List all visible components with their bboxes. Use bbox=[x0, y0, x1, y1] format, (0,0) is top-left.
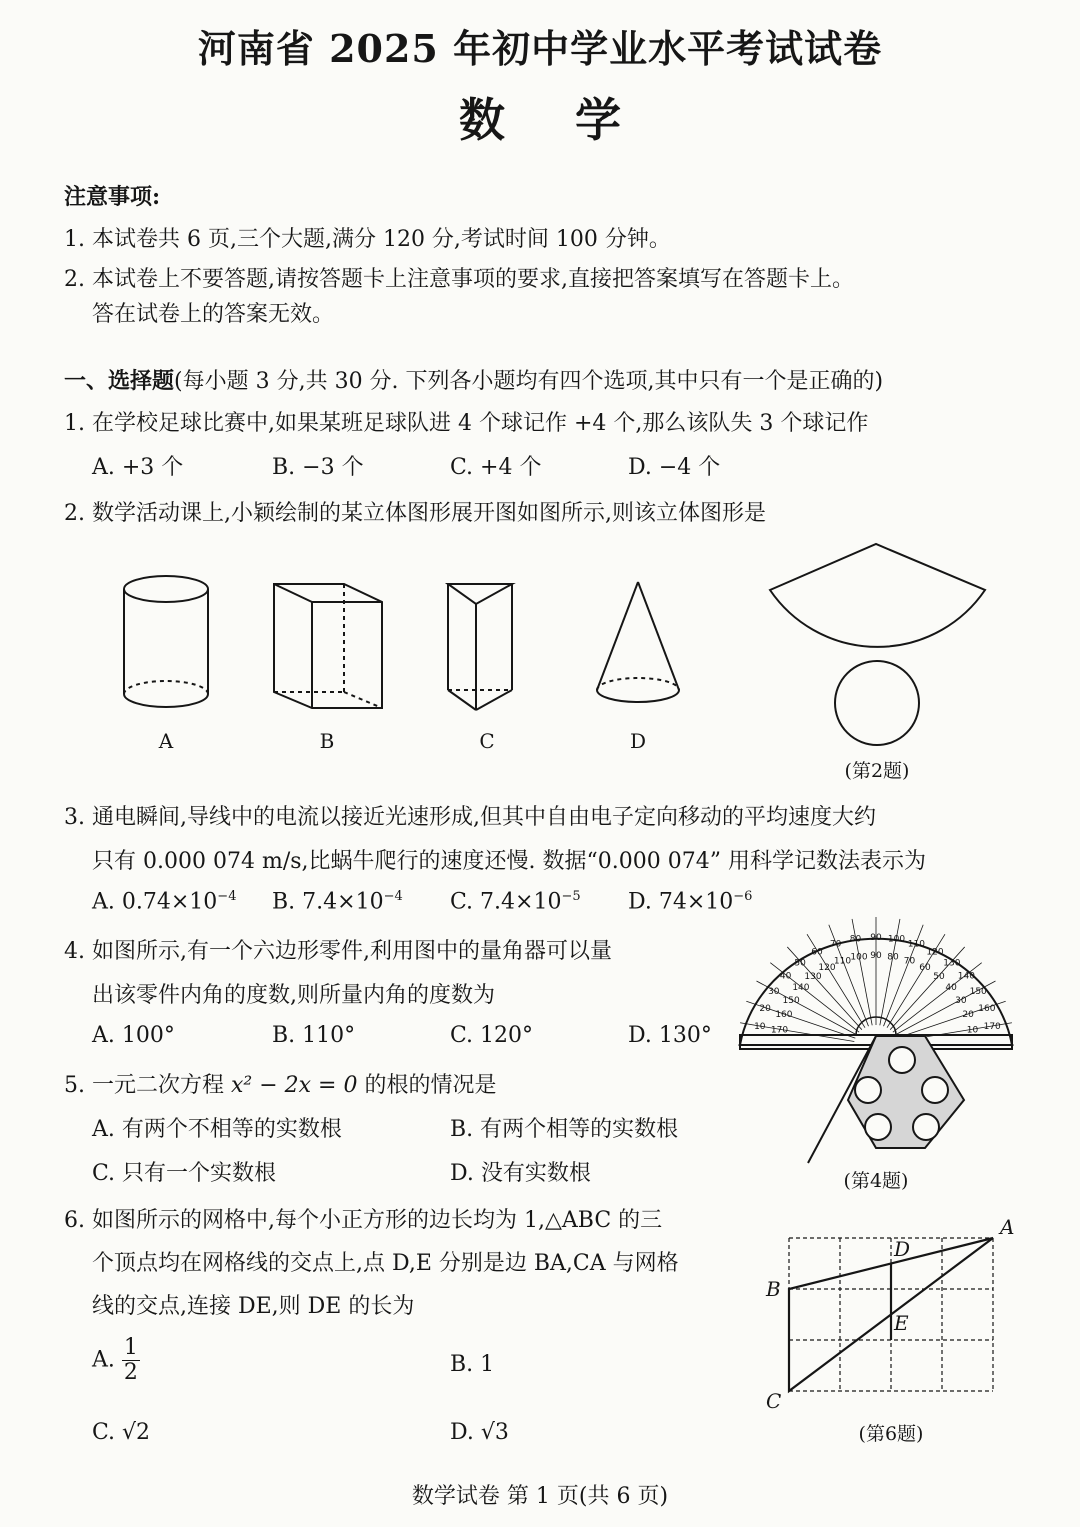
q2-caption: (第2题) bbox=[844, 760, 910, 782]
q4-figure bbox=[730, 905, 1030, 1195]
protractor-outer-number: 150 bbox=[969, 987, 987, 997]
protractor-outer-number: 100 bbox=[887, 934, 906, 945]
protractor-inner-number: 40 bbox=[945, 983, 957, 994]
q3-option-a-text: A. 0.74×10 bbox=[92, 889, 218, 915]
protractor-inner-number: 80 bbox=[887, 952, 899, 963]
q1-stem: 1. 在学校足球比赛中,如果某班足球队进 4 个球记作 +4 个,那么该队失 3 个球记作 bbox=[64, 411, 869, 436]
q6-stem-line3: 线的交点,连接 DE,则 DE 的长为 bbox=[92, 1294, 415, 1319]
notice-item-2: 2. 本试卷上不要答题,请按答题卡上注意事项的要求,直接把答案填写在答题卡上。 bbox=[64, 267, 854, 292]
protractor-inner-number: 100 bbox=[850, 952, 868, 963]
protractor-outer-number: 170 bbox=[983, 1022, 1001, 1033]
q3-option-c-exp: −5 bbox=[561, 889, 581, 904]
q2-label-a: A bbox=[158, 729, 174, 753]
q3-option-c-text: C. 7.4×10 bbox=[450, 889, 562, 915]
q2-label-b: B bbox=[319, 729, 335, 753]
q3-option-a[interactable] bbox=[92, 889, 236, 914]
point-d-label: D bbox=[894, 1237, 911, 1261]
protractor-outer-number: 70 bbox=[829, 939, 842, 950]
protractor-inner-number: 120 bbox=[818, 963, 836, 974]
q6-option-a-label: A. bbox=[92, 1347, 115, 1373]
section-heading bbox=[64, 364, 883, 395]
q2-stem: 2. 数学活动课上,小颖绘制的某立体图形展开图如图所示,则该立体图形是 bbox=[64, 501, 766, 526]
q6-option-a[interactable] bbox=[92, 1336, 140, 1385]
q5-stem-suffix: 的根的情况是 bbox=[357, 1073, 497, 1098]
q6-option-a-denominator: 2 bbox=[123, 1360, 138, 1386]
section-instructions: (每小题 3 分,共 30 分. 下列各小题均有四个选项,其中只有一个是正确的) bbox=[174, 369, 884, 394]
protractor-outer-number: 50 bbox=[794, 958, 806, 969]
q3-option-a-exp: −4 bbox=[217, 889, 237, 904]
protractor-outer-number: 10 bbox=[754, 1022, 766, 1033]
q5-option-c[interactable]: C. 只有一个实数根 bbox=[92, 1161, 277, 1186]
protractor-inner-number: 130 bbox=[804, 972, 822, 983]
q3-stem-line1: 3. 通电瞬间,导线中的电流以接近光速形成,但其中自由电子定向移动的平均速度大约 bbox=[64, 805, 876, 830]
q4-stem-line1: 4. 如图所示,有一个六边形零件,利用图中的量角器可以量 bbox=[64, 939, 612, 964]
q3-option-b-exp: −4 bbox=[383, 889, 403, 904]
point-b-label: B bbox=[766, 1277, 781, 1301]
protractor-outer-number: 30 bbox=[768, 987, 780, 997]
cone-net-figure bbox=[770, 544, 985, 745]
protractor-outer-number: 60 bbox=[811, 947, 823, 958]
page-footer: 数学试卷 第 1 页(共 6 页) bbox=[411, 1484, 669, 1509]
rectangular-prism-figure bbox=[274, 584, 382, 708]
notice-item-2-cont: 答在试卷上的答案无效。 bbox=[92, 302, 335, 327]
point-e-label: E bbox=[894, 1311, 909, 1335]
protractor-outer-number: 90 bbox=[870, 933, 882, 943]
q2-figures bbox=[0, 530, 1080, 830]
q4-option-d[interactable]: D. 130° bbox=[628, 1023, 712, 1048]
q5-option-a[interactable]: A. 有两个不相等的实数根 bbox=[92, 1117, 342, 1142]
notice-heading: 注意事项: bbox=[64, 184, 161, 210]
q4-stem-line2: 出该零件内角的度数,则所量内角的度数为 bbox=[92, 983, 495, 1008]
q3-option-d-text: D. 74×10 bbox=[628, 889, 734, 915]
protractor-inner-number: 20 bbox=[962, 1010, 974, 1021]
protractor-inner-number: 30 bbox=[955, 996, 967, 1006]
triangular-prism-figure bbox=[448, 584, 512, 710]
q3-option-b[interactable] bbox=[272, 889, 403, 914]
q3-stem-line2: 只有 0.000 074 m/s,比蜗牛爬行的速度还慢. 数据“0.000 074” 用科学记数法表示为 bbox=[92, 849, 926, 874]
protractor-inner-number: 60 bbox=[919, 963, 931, 974]
q2-label-c: C bbox=[479, 729, 495, 753]
q3-option-b-text: B. 7.4×10 bbox=[272, 889, 384, 915]
q1-option-c[interactable]: C. +4 个 bbox=[450, 455, 542, 480]
q4-option-b[interactable]: B. 110° bbox=[272, 1023, 356, 1048]
protractor-inner-number: 90 bbox=[870, 951, 882, 961]
q1-option-d[interactable]: D. −4 个 bbox=[628, 455, 721, 480]
protractor-outer-number: 120 bbox=[926, 947, 944, 958]
protractor-inner-number: 70 bbox=[903, 956, 916, 967]
q1-option-a[interactable]: A. +3 个 bbox=[92, 455, 184, 480]
protractor-inner-number: 110 bbox=[833, 956, 852, 967]
q5-stem-prefix: 5. 一元二次方程 bbox=[64, 1073, 231, 1098]
exam-title: 河南省 2025 年初中学业水平考试试卷 bbox=[197, 26, 883, 71]
section-title: 一、选择题 bbox=[64, 368, 175, 394]
q3-option-d-exp: −6 bbox=[733, 889, 753, 904]
q4-caption: (第4题) bbox=[843, 1170, 909, 1192]
q6-option-d[interactable]: D. √3 bbox=[450, 1420, 509, 1445]
q4-option-c[interactable]: C. 120° bbox=[450, 1023, 534, 1048]
protractor-outer-number: 160 bbox=[978, 1004, 996, 1015]
protractor-outer-number: 130 bbox=[943, 958, 961, 969]
protractor-outer-number: 80 bbox=[849, 934, 862, 945]
q6-stem-line1: 6. 如图所示的网格中,每个小正方形的边长均为 1,△ABC 的三 bbox=[64, 1208, 663, 1233]
cone-figure bbox=[597, 582, 679, 702]
point-a-label: A bbox=[1000, 1215, 1015, 1239]
protractor-outer-number: 20 bbox=[759, 1004, 771, 1015]
q6-option-b[interactable]: B. 1 bbox=[450, 1352, 495, 1377]
q5-stem bbox=[64, 1068, 496, 1099]
q6-caption: (第6题) bbox=[858, 1423, 924, 1445]
q6-option-a-numerator: 1 bbox=[123, 1335, 138, 1360]
q6-stem-line2: 个顶点均在网格线的交点上,点 D,E 分别是边 BA,CA 与网格 bbox=[92, 1251, 679, 1276]
protractor-inner-number: 170 bbox=[770, 1025, 789, 1036]
protractor-inner-number: 160 bbox=[775, 1010, 793, 1021]
point-c-label: C bbox=[766, 1389, 782, 1413]
protractor-outer-number: 110 bbox=[907, 939, 925, 950]
protractor-inner-number: 150 bbox=[782, 996, 800, 1006]
q5-option-b[interactable]: B. 有两个相等的实数根 bbox=[450, 1117, 679, 1142]
subject-title: 数学 bbox=[459, 93, 691, 147]
q6-figure bbox=[760, 1210, 1020, 1450]
notice-item-1: 1. 本试卷共 6 页,三个大题,满分 120 分,考试时间 100 分钟。 bbox=[64, 227, 671, 252]
q5-equation: x² − 2x = 0 bbox=[230, 1073, 358, 1098]
q6-option-c[interactable]: C. √2 bbox=[92, 1420, 151, 1445]
protractor-inner-number: 50 bbox=[933, 972, 945, 983]
q5-option-d[interactable]: D. 没有实数根 bbox=[450, 1161, 591, 1186]
protractor-inner-number: 10 bbox=[966, 1025, 979, 1036]
q1-option-b[interactable]: B. −3 个 bbox=[272, 455, 364, 480]
protractor-outer-number: 40 bbox=[779, 971, 792, 982]
q3-option-c[interactable] bbox=[450, 889, 581, 914]
hexagon-part-figure bbox=[808, 1036, 964, 1163]
protractor-outer-number: 140 bbox=[957, 971, 975, 982]
q4-option-a[interactable]: A. 100° bbox=[92, 1023, 175, 1048]
protractor-inner-number: 140 bbox=[792, 983, 810, 994]
q2-label-d: D bbox=[629, 729, 647, 753]
cylinder-figure bbox=[124, 576, 208, 707]
q6-option-a-fraction bbox=[122, 1336, 140, 1385]
